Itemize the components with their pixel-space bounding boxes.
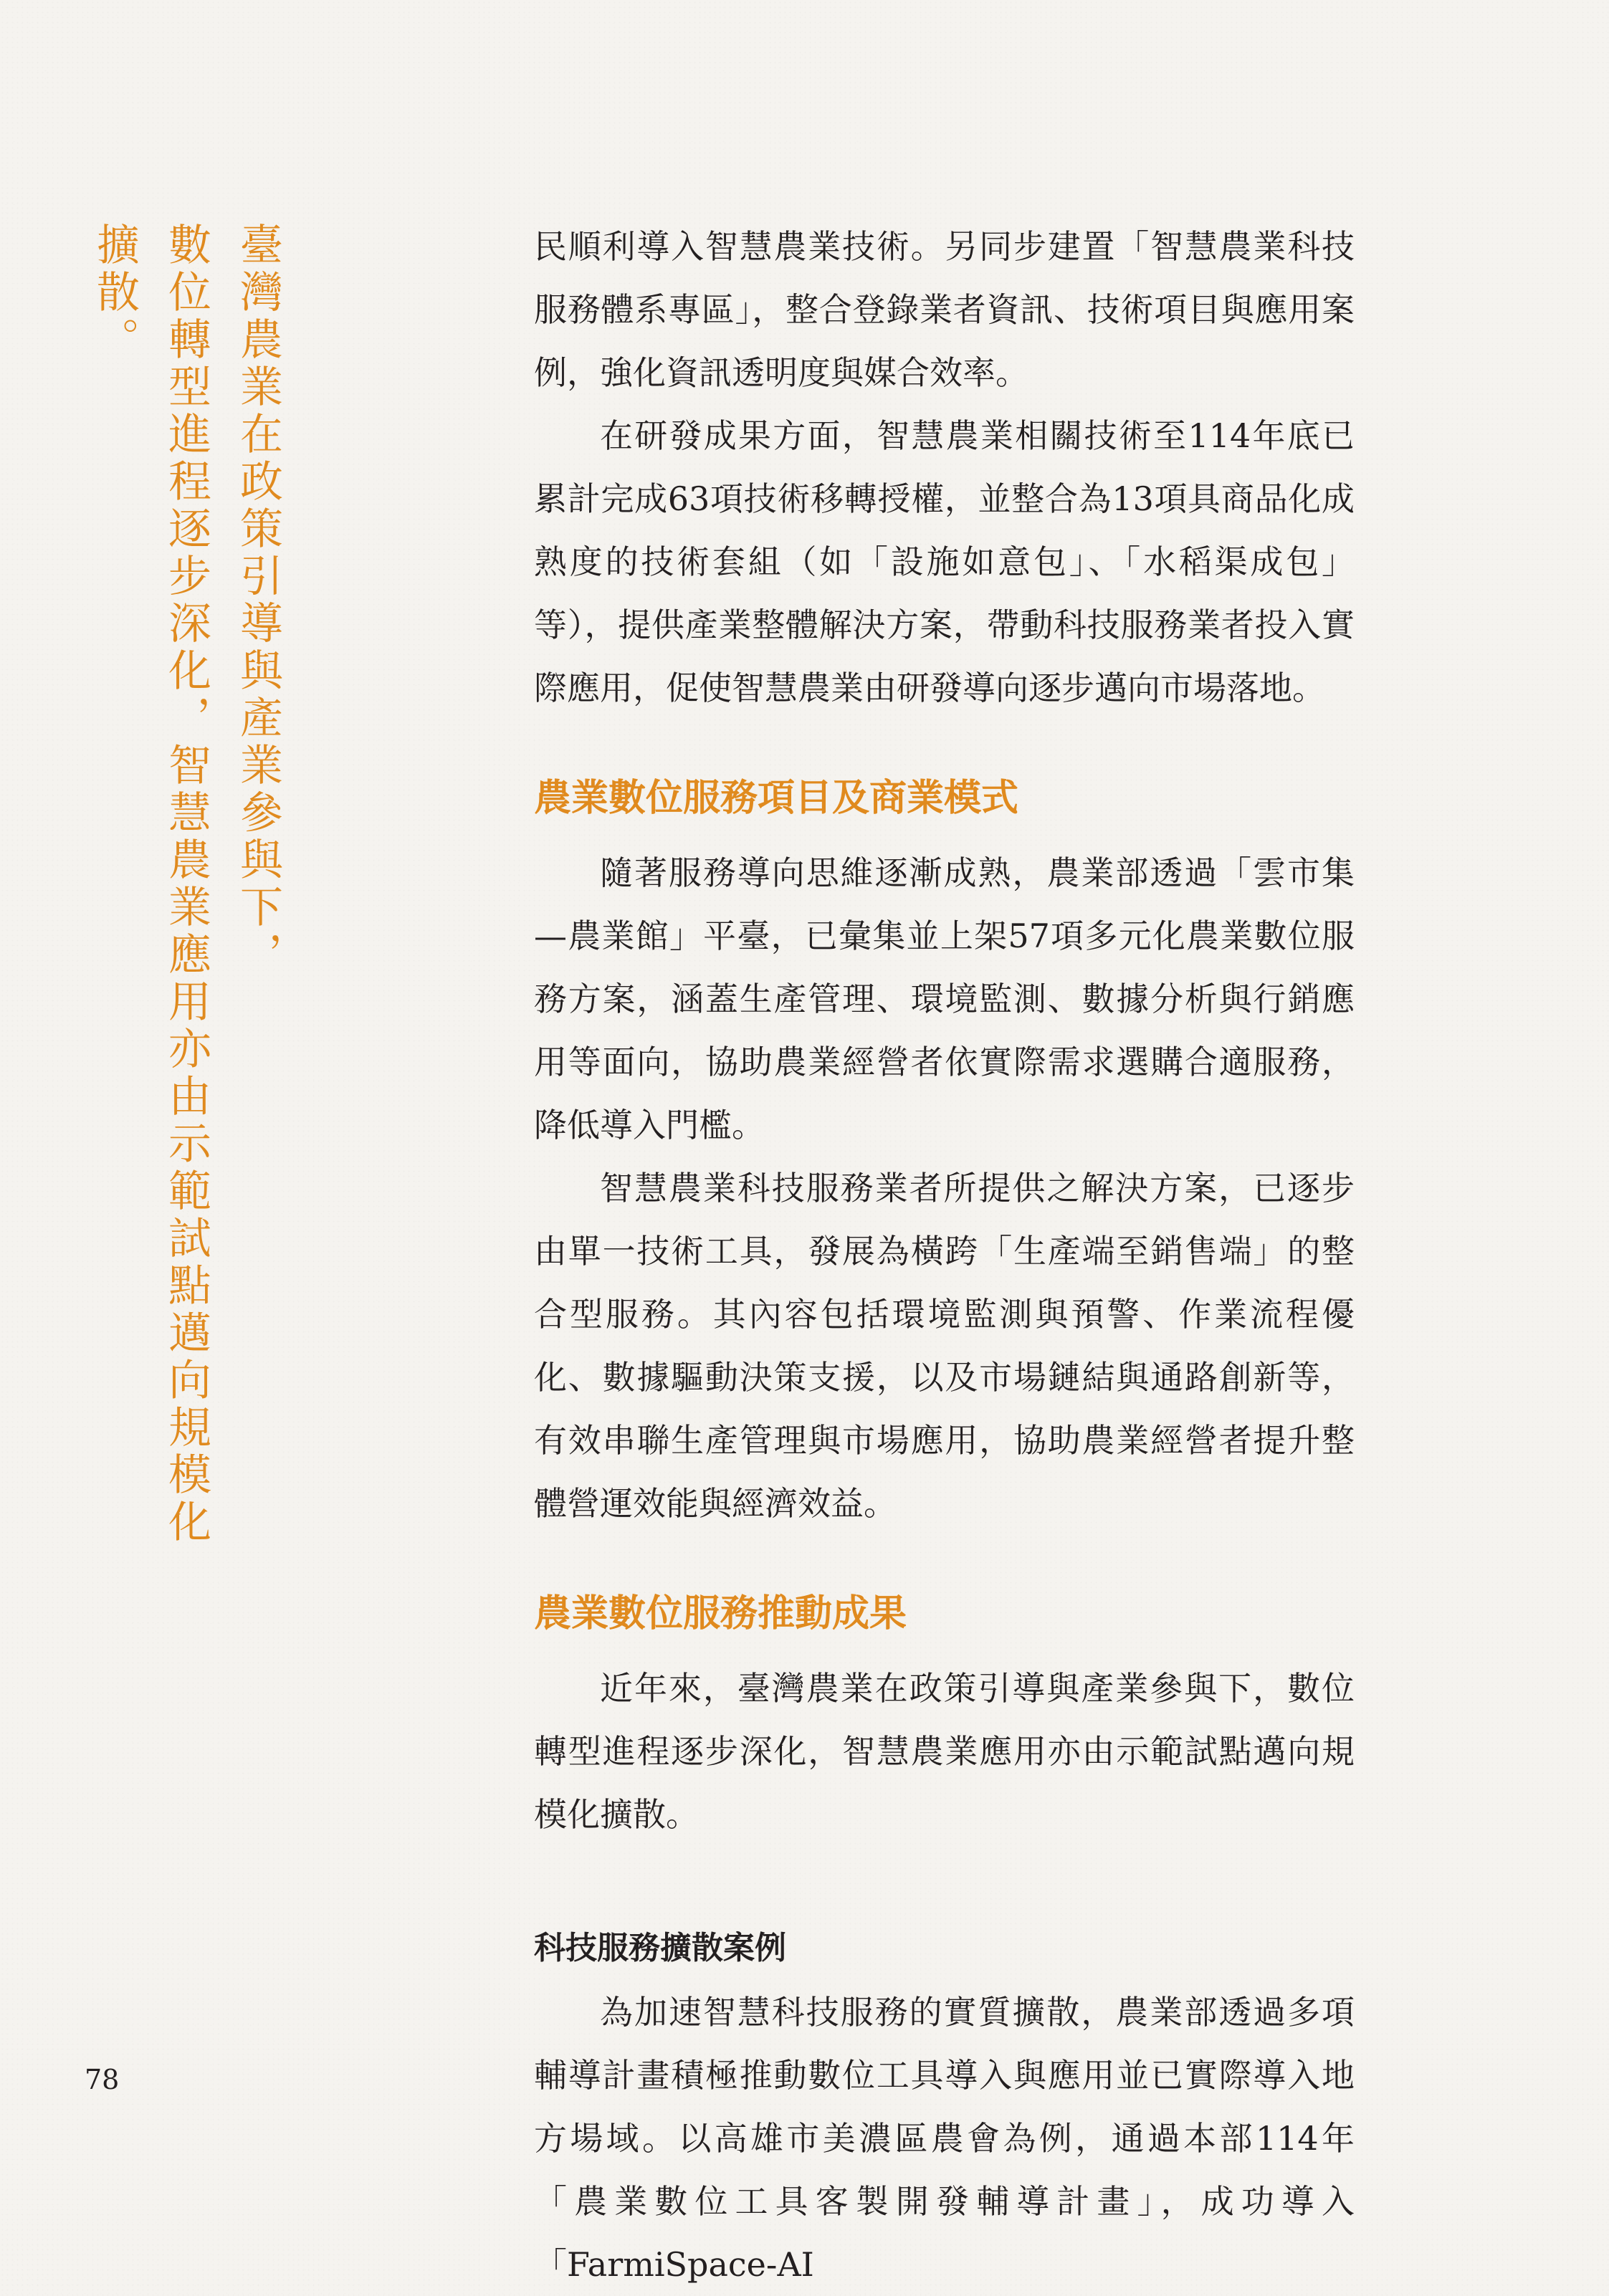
- intro-section: [534, 215, 1355, 719]
- pull-quote-line-2: 數位轉型進程逐步深化，智慧農業應用亦由示範試點邁向規模化擴散。: [90, 222, 211, 1546]
- digital-services-paragraph-1: 隨著服務導向思維逐漸成熟，農業部透過「雲市集—農業館」平臺，已彙集並上架57項多元化農業數位服務方案，涵蓋生產管理、環境監測、數據分析與行銷應用等面向，協助農業經營者依實際需求選購合適服務，降低導入門檻。: [534, 853, 1355, 1144]
- section-diffusion-cases: [534, 1925, 1355, 2296]
- intro-paragraph-2: 在研發成果方面，智慧農業相關技術至114年底已累計完成63項技術移轉授權，並整合為13項具商品化成熟度的技術套組（如「設施如意包」、「水稻渠成包」等），提供產業整體解決方案，帶動科技服務業者投入實際應用，促使智慧農業由研發導向逐步邁向市場落地。: [534, 416, 1355, 707]
- article-body: [534, 215, 1355, 2296]
- digital-services-paragraph-2: 智慧農業科技服務業者所提供之解決方案，已逐步由單一技術工具，發展為橫跨「生產端至銷售端」的整合型服務。其內容包括環境監測與預警、作業流程優化、數據驅動決策支援，以及市場鏈結與通路創新等，有效串聯生產管理與市場應用，協助農業經營者提升整體營運效能與經濟效益。: [534, 1169, 1355, 1523]
- section-promotion-results: [534, 1585, 1355, 1846]
- pull-quote: [90, 222, 294, 1584]
- intro-paragraph-1: 民順利導入智慧農業技術。另同步建置「智慧農業科技服務體系專區」，整合登錄業者資訊、技術項目與應用案例，強化資訊透明度與媒合效率。: [534, 227, 1355, 392]
- subsection-heading-diffusion-cases: 科技服務擴散案例: [534, 1930, 786, 1966]
- section-digital-services: [534, 770, 1355, 1535]
- page-number: 78: [85, 2064, 120, 2095]
- section-heading-promotion-results: 農業數位服務推動成果: [534, 1592, 907, 1635]
- diffusion-cases-paragraph-1: 為加速智慧科技服務的實質擴散，農業部透過多項輔導計畫積極推動數位工具導入與應用並已實際導入地方場域。以高雄市美濃區農會為例，通過本部114年「農業數位工具客製開發輔導計畫」，成功導入「FarmiSpace-AI: [534, 1993, 1355, 2284]
- section-heading-digital-services: 農業數位服務項目及商業模式: [534, 777, 1019, 820]
- pull-quote-line-1: 臺灣農業在政策引導與產業參與下，: [233, 222, 283, 979]
- promotion-results-paragraph-1: 近年來，臺灣農業在政策引導與產業參與下，數位轉型進程逐步深化，智慧農業應用亦由示範試點邁向規模化擴散。: [534, 1669, 1355, 1834]
